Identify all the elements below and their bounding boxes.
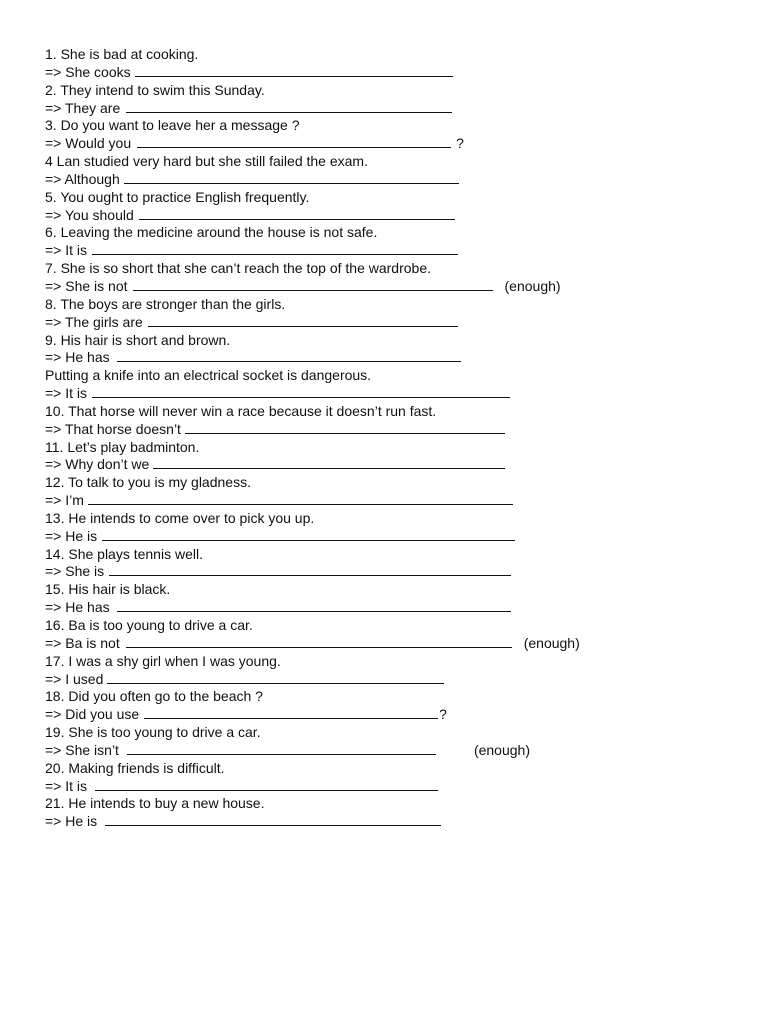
answer-prompt: => He has	[45, 599, 110, 616]
question-12	[45, 474, 745, 492]
answer-prompt: => It is	[45, 242, 88, 259]
answer-hint: (enough)	[504, 277, 561, 294]
answer-prompt: => It is	[45, 385, 88, 402]
question-text: 9. His hair is short and brown.	[45, 331, 231, 348]
question-text: 10. That horse will never win a race because it doesn’t run fast.	[45, 402, 437, 419]
answer-line-1	[45, 64, 745, 82]
answer-prompt: => It is	[45, 777, 88, 794]
answer-prompt: => The girls are	[45, 313, 143, 330]
question-text: 19. She is too young to drive a car.	[45, 724, 261, 741]
answer-prompt: => She is not	[45, 277, 128, 294]
question-text: 16. Ba is too young to drive a car.	[45, 617, 253, 633]
answer-prompt: => I’m	[45, 492, 84, 509]
answer-prompt: => He has	[45, 349, 110, 366]
answer-blank[interactable]	[126, 635, 512, 648]
answer-blank[interactable]	[109, 563, 511, 576]
question-extra	[45, 367, 745, 385]
question-text: 18. Did you often go to the beach ?	[45, 688, 263, 705]
question-18	[45, 688, 745, 706]
answer-blank[interactable]	[153, 456, 505, 469]
answer-line-15	[45, 599, 745, 617]
question-9	[45, 332, 745, 350]
answer-prompt: => I used	[45, 670, 104, 687]
answer-suffix: ?	[439, 706, 447, 723]
answer-blank[interactable]	[92, 385, 510, 398]
answer-line-9	[45, 349, 745, 367]
answer-prompt: => She isn’t	[45, 741, 119, 758]
question-14	[45, 546, 745, 564]
answer-suffix: ?	[456, 135, 464, 152]
question-13	[45, 510, 745, 528]
question-16	[45, 617, 745, 635]
answer-line-16	[45, 635, 745, 653]
answer-line-7	[45, 278, 745, 296]
answer-line-8	[45, 314, 745, 332]
question-text: 14. She plays tennis well.	[45, 545, 203, 562]
question-text: 5. You ought to practice English frequently.	[45, 188, 310, 205]
question-1	[45, 46, 745, 64]
answer-prompt: => Although	[45, 170, 120, 187]
answer-prompt: => She cooks	[45, 63, 131, 80]
answer-line-20	[45, 778, 745, 796]
question-text: 12. To talk to you is my gladness.	[45, 474, 251, 491]
answer-blank[interactable]	[117, 349, 461, 362]
answer-blank[interactable]	[124, 171, 459, 184]
worksheet	[45, 46, 745, 831]
answer-prompt: => He is	[45, 813, 98, 830]
question-21	[45, 795, 745, 813]
answer-hint: (enough)	[473, 741, 530, 758]
answer-line-10	[45, 421, 745, 439]
answer-prompt: => Why don’t we	[45, 456, 150, 473]
answer-line-extra	[45, 385, 745, 403]
answer-blank[interactable]	[92, 242, 458, 255]
question-text: Putting a knife into an electrical socket is dangerous.	[45, 367, 372, 384]
question-8	[45, 296, 745, 314]
question-5	[45, 189, 745, 207]
answer-blank[interactable]	[127, 742, 436, 755]
answer-blank[interactable]	[144, 706, 438, 719]
answer-blank[interactable]	[105, 813, 441, 826]
question-text: 6. Leaving the medicine around the house is not safe.	[45, 224, 378, 241]
answer-line-2	[45, 100, 745, 118]
answer-line-17	[45, 671, 745, 689]
question-19	[45, 724, 745, 742]
question-6	[45, 224, 745, 242]
answer-line-19	[45, 742, 745, 760]
answer-prompt: => Would you	[45, 135, 132, 152]
answer-blank[interactable]	[133, 278, 493, 291]
answer-line-12	[45, 492, 745, 510]
answer-hint: (enough)	[523, 634, 580, 651]
answer-blank[interactable]	[117, 599, 511, 612]
question-text: 17. I was a shy girl when I was young.	[45, 652, 281, 669]
question-7	[45, 260, 745, 278]
question-text: 8. The boys are stronger than the girls.	[45, 295, 286, 312]
question-text: 21. He intends to buy a new house.	[45, 795, 265, 812]
answer-prompt: => He is	[45, 527, 98, 544]
answer-blank[interactable]	[135, 64, 453, 77]
answer-line-11	[45, 456, 745, 474]
question-2	[45, 82, 745, 100]
question-text: 1. She is bad at cooking.	[45, 46, 199, 62]
answer-prompt: => Did you use	[45, 706, 140, 723]
answer-blank[interactable]	[137, 135, 451, 148]
question-text: 7. She is so short that she can’t reach the top of the wardrobe.	[45, 260, 432, 277]
question-4	[45, 153, 745, 171]
answer-blank[interactable]	[95, 778, 438, 791]
question-10	[45, 403, 745, 421]
answer-prompt: => They are	[45, 99, 121, 116]
question-text: 15. His hair is black.	[45, 581, 171, 598]
question-text: 2. They intend to swim this Sunday.	[45, 81, 265, 98]
question-text: 3. Do you want to leave her a message ?	[45, 117, 300, 134]
answer-blank[interactable]	[88, 492, 513, 505]
answer-prompt: => Ba is not	[45, 634, 120, 651]
question-15	[45, 581, 745, 599]
answer-line-18	[45, 706, 745, 724]
answer-blank[interactable]	[185, 421, 505, 434]
answer-blank[interactable]	[102, 528, 515, 541]
answer-line-14	[45, 563, 745, 581]
answer-line-5	[45, 207, 745, 225]
question-text: 20. Making friends is difficult.	[45, 759, 225, 776]
answer-blank[interactable]	[148, 314, 458, 327]
question-17	[45, 653, 745, 671]
answer-prompt: => You should	[45, 206, 134, 223]
question-20	[45, 760, 745, 778]
question-text: 13. He intends to come over to pick you up.	[45, 509, 315, 526]
answer-blank[interactable]	[107, 671, 444, 684]
question-11	[45, 439, 745, 457]
answer-line-4	[45, 171, 745, 189]
answer-line-13	[45, 528, 745, 546]
answer-blank[interactable]	[139, 207, 455, 220]
answer-prompt: => That horse doesn’t	[45, 420, 181, 437]
answer-prompt: => She is	[45, 563, 105, 580]
question-text: 11. Let’s play badminton.	[45, 438, 200, 455]
answer-blank[interactable]	[126, 100, 452, 113]
question-3	[45, 117, 745, 135]
answer-line-21	[45, 813, 745, 831]
question-text: 4 Lan studied very hard but she still failed the exam.	[45, 153, 368, 170]
answer-line-6	[45, 242, 745, 260]
answer-line-3	[45, 135, 745, 153]
